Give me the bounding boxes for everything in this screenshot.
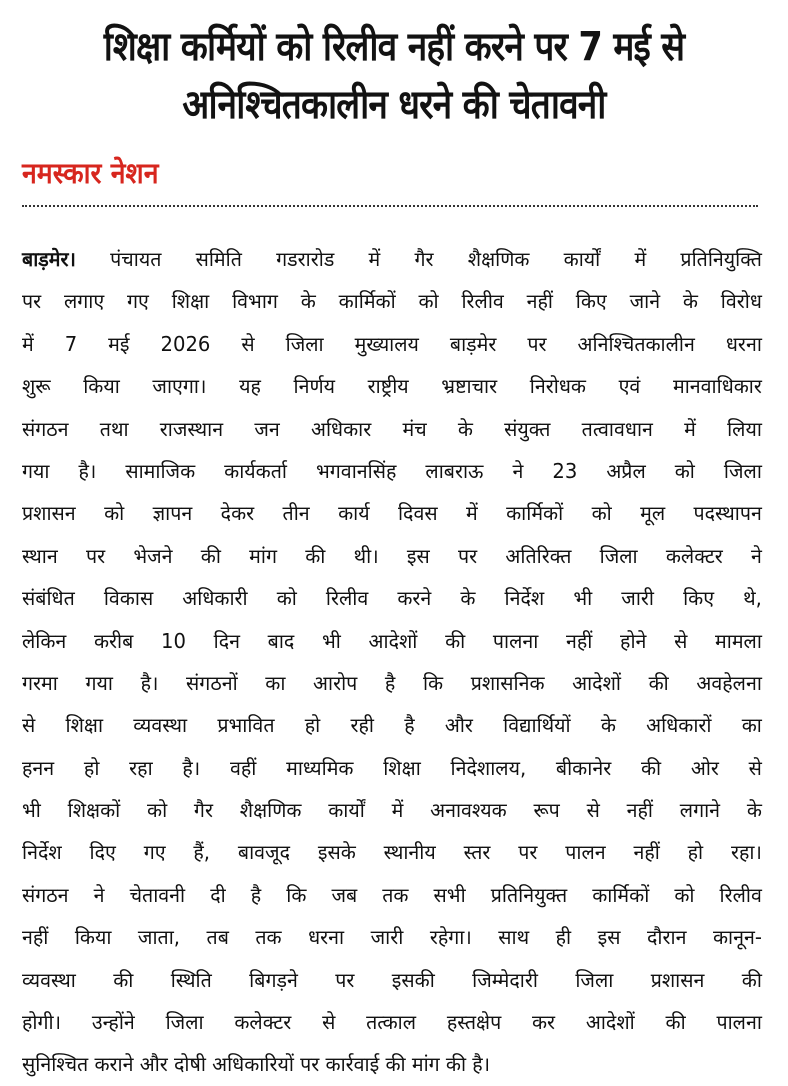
article-line: व्यवस्था की स्थिति बिगड़ने पर इसकी जिम्मेदारी जिला प्रशासन की: [22, 967, 762, 992]
article-line: नहीं किया जाता, तब तक धरना जारी रहेगा। साथ ही इस दौरान कानून-: [22, 925, 762, 950]
article-line: गरमा गया है। संगठनों का आरोप है कि प्रशासनिक आदेशों की अवहेलना: [22, 670, 762, 695]
dateline: बाड़मेर।: [22, 247, 76, 271]
article-line: निर्देश दिए गए हैं, बावजूद इसके स्थानीय स्तर पर पालन नहीं हो रहा।: [22, 840, 762, 865]
headline-line-1: शिक्षा कर्मियों को रिलीव नहीं करने पर 7 मई से: [103, 24, 685, 70]
article-line: सुनिश्चित कराने और दोषी अधिकारियों पर कार्रवाई की मांग की है।: [22, 1052, 491, 1077]
article-line: में 7 मई 2026 से जिला मुख्यालय बाड़मेर पर अनिश्चितकालीन धरना: [22, 331, 762, 356]
article-body: [22, 238, 762, 1086]
article-line: स्थान पर भेजने की मांग की थी। इस पर अतिरिक्त जिला कलेक्टर ने: [22, 543, 762, 568]
article-line: पर लगाए गए शिक्षा विभाग के कार्मिकों को रिलीव नहीं किए जाने के विरोध: [22, 289, 762, 314]
article-line: हनन हो रहा है। वहीं माध्यमिक शिक्षा निदेशालय, बीकानेर की ओर से: [22, 755, 762, 780]
article-line: संगठन ने चेतावनी दी है कि जब तक सभी प्रतिनियुक्त कार्मिकों को रिलीव: [22, 882, 762, 907]
article-line: होगी। उन्होंने जिला कलेक्टर से तत्काल हस्तक्षेप कर आदेशों की पालना: [22, 1010, 762, 1035]
article-line: [22, 238, 762, 280]
source-byline: नमस्कार नेशन: [22, 156, 159, 190]
article-line: लेकिन करीब 10 दिन बाद भी आदेशों की पालना नहीं होने से मामला: [22, 628, 762, 653]
article-line: संबंधित विकास अधिकारी को रिलीव करने के निर्देश भी जारी किए थे,: [22, 586, 762, 611]
article-line: प्रशासन को ज्ञापन देकर तीन कार्य दिवस में कार्मिकों को मूल पदस्थापन: [22, 501, 762, 526]
dotted-divider: [22, 205, 758, 207]
article-line: शुरू किया जाएगा। यह निर्णय राष्ट्रीय भ्रष्टाचार निरोधक एवं मानवाधिकार: [22, 374, 762, 399]
article-line: भी शिक्षकों को गैर शैक्षणिक कार्यों में अनावश्यक रूप से नहीं लगाने के: [22, 798, 762, 823]
article-line-text: पंचायत समिति गडरारोड में गैर शैक्षणिक कार्यों में प्रतिनियुक्ति: [110, 247, 762, 271]
article-line: से शिक्षा व्यवस्था प्रभावित हो रही है और विद्यार्थियों के अधिकारों का: [22, 713, 762, 738]
headline: [65, 18, 723, 134]
headline-line-2: अनिश्चितकालीन धरने की चेतावनी: [182, 82, 606, 128]
article-line: गया है। सामाजिक कार्यकर्ता भगवानसिंह लाबराऊ ने 23 अप्रैल को जिला: [22, 458, 762, 483]
article-line: संगठन तथा राजस्थान जन अधिकार मंच के संयुक्त तत्वावधान में लिया: [22, 416, 762, 441]
